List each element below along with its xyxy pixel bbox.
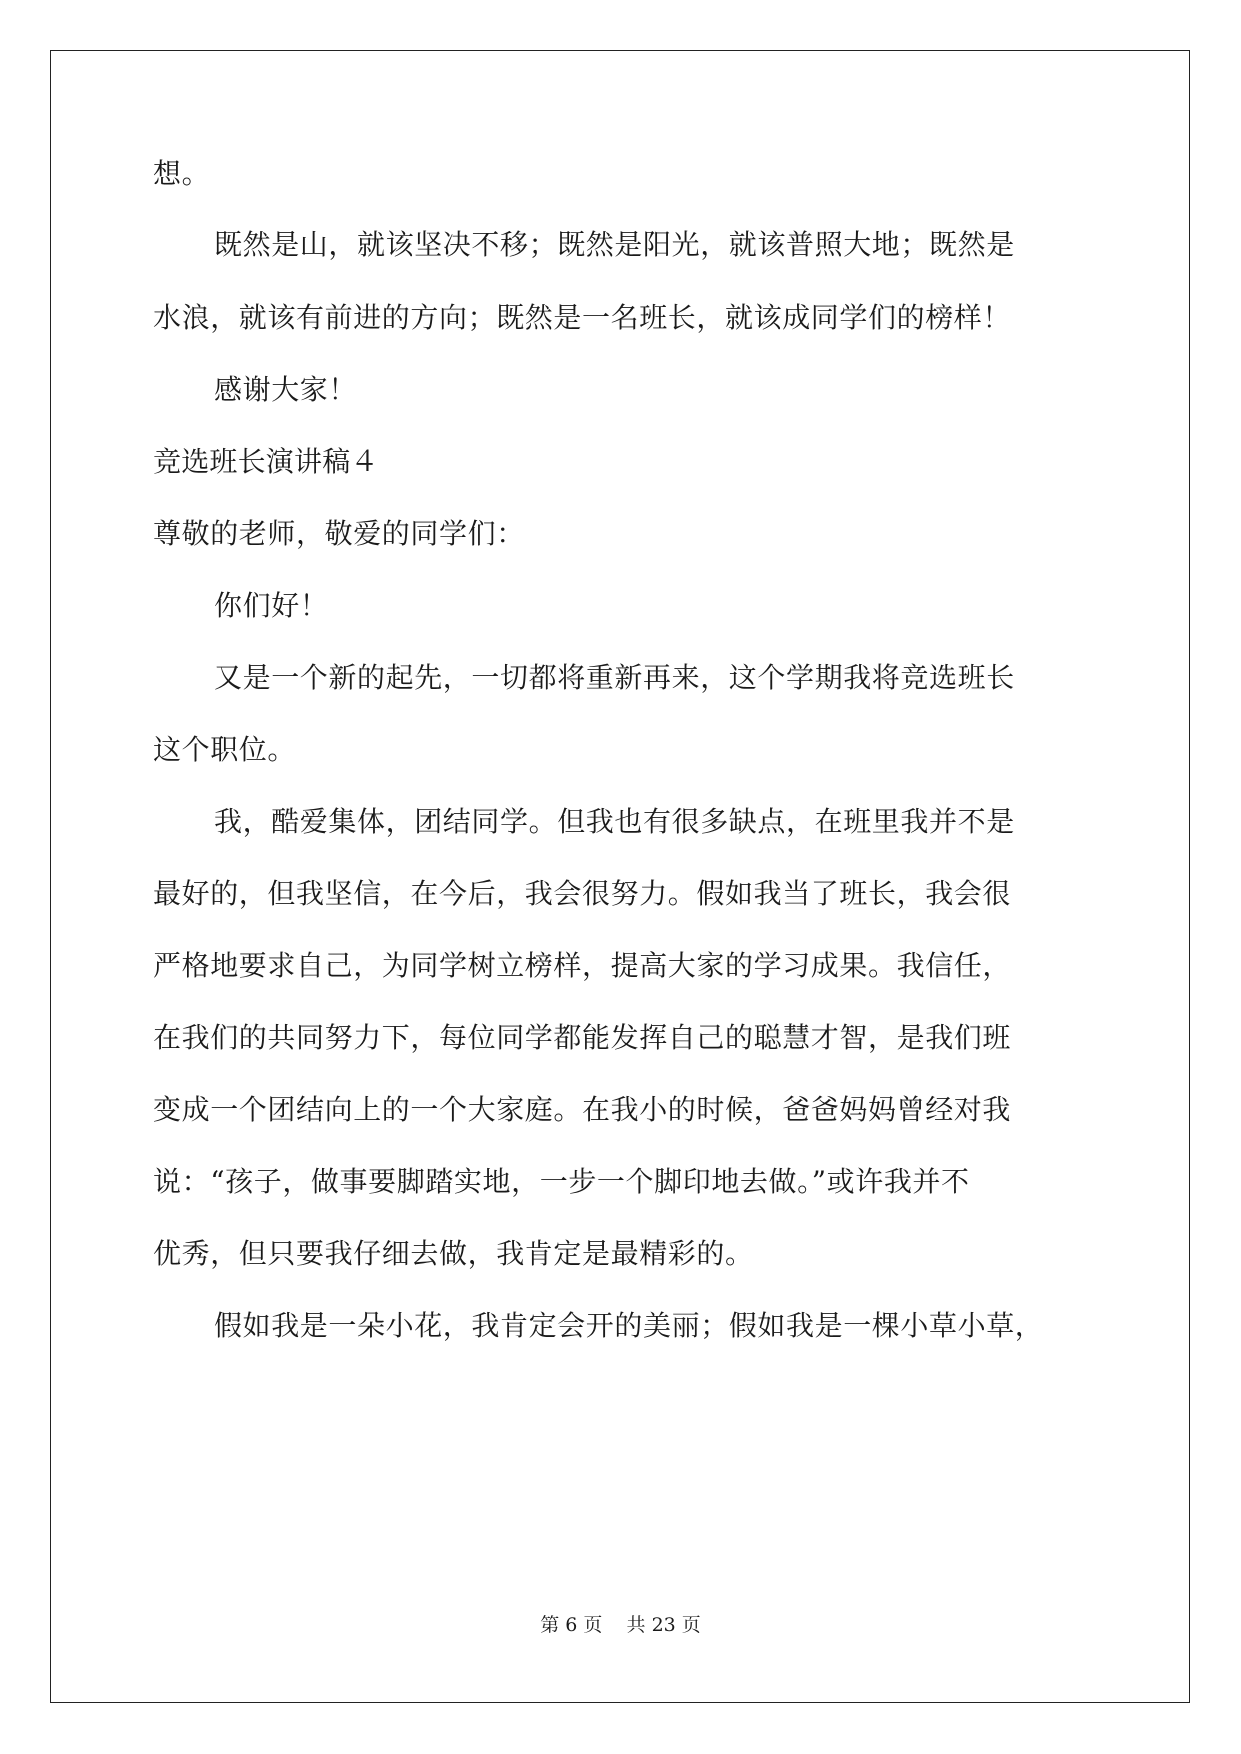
section-heading: 竞选班长演讲稿４ <box>153 445 379 478</box>
salutation-line: 尊敬的老师，敬爱的同学们： <box>153 517 525 550</box>
paragraph-line: 最好的，但我坚信，在今后，我会很努力。假如我当了班长，我会很 <box>153 877 1012 910</box>
paragraph-line: 感谢大家！ <box>214 373 358 406</box>
paragraph-line: 在我们的共同努力下，每位同学都能发挥自己的聪慧才智，是我们班 <box>153 1021 1012 1054</box>
paragraph-line: 严格地要求自己，为同学树立榜样，提高大家的学习成果。我信任， <box>153 949 1012 982</box>
paragraph-line: 水浪，就该有前进的方向；既然是一名班长，就该成同学们的榜样！ <box>153 301 1012 334</box>
paragraph-line: 又是一个新的起先，一切都将重新再来，这个学期我将竞选班长 <box>214 661 1015 694</box>
paragraph-line: 我，酷爱集体，团结同学。但我也有很多缺点，在班里我并不是 <box>214 805 1015 838</box>
paragraph-line: 既然是山，就该坚决不移；既然是阳光，就该普照大地；既然是 <box>214 228 1015 261</box>
paragraph-line: 优秀，但只要我仔细去做，我肯定是最精彩的。 <box>153 1237 754 1270</box>
paragraph-line: 变成一个团结向上的一个大家庭。在我小的时候，爸爸妈妈曾经对我 <box>153 1093 1012 1126</box>
paragraph-line: 这个职位。 <box>153 733 297 766</box>
paragraph-line: 想。 <box>153 157 211 190</box>
paragraph-line: 说：“孩子，做事要脚踏实地，一步一个脚印地去做。”或许我并不 <box>153 1165 970 1198</box>
page-number-footer: 第 6 页 共 23 页 <box>540 1614 701 1636</box>
paragraph-line: 你们好！ <box>214 589 329 622</box>
paragraph-line: 假如我是一朵小花，我肯定会开的美丽；假如我是一棵小草小草， <box>214 1309 1044 1342</box>
